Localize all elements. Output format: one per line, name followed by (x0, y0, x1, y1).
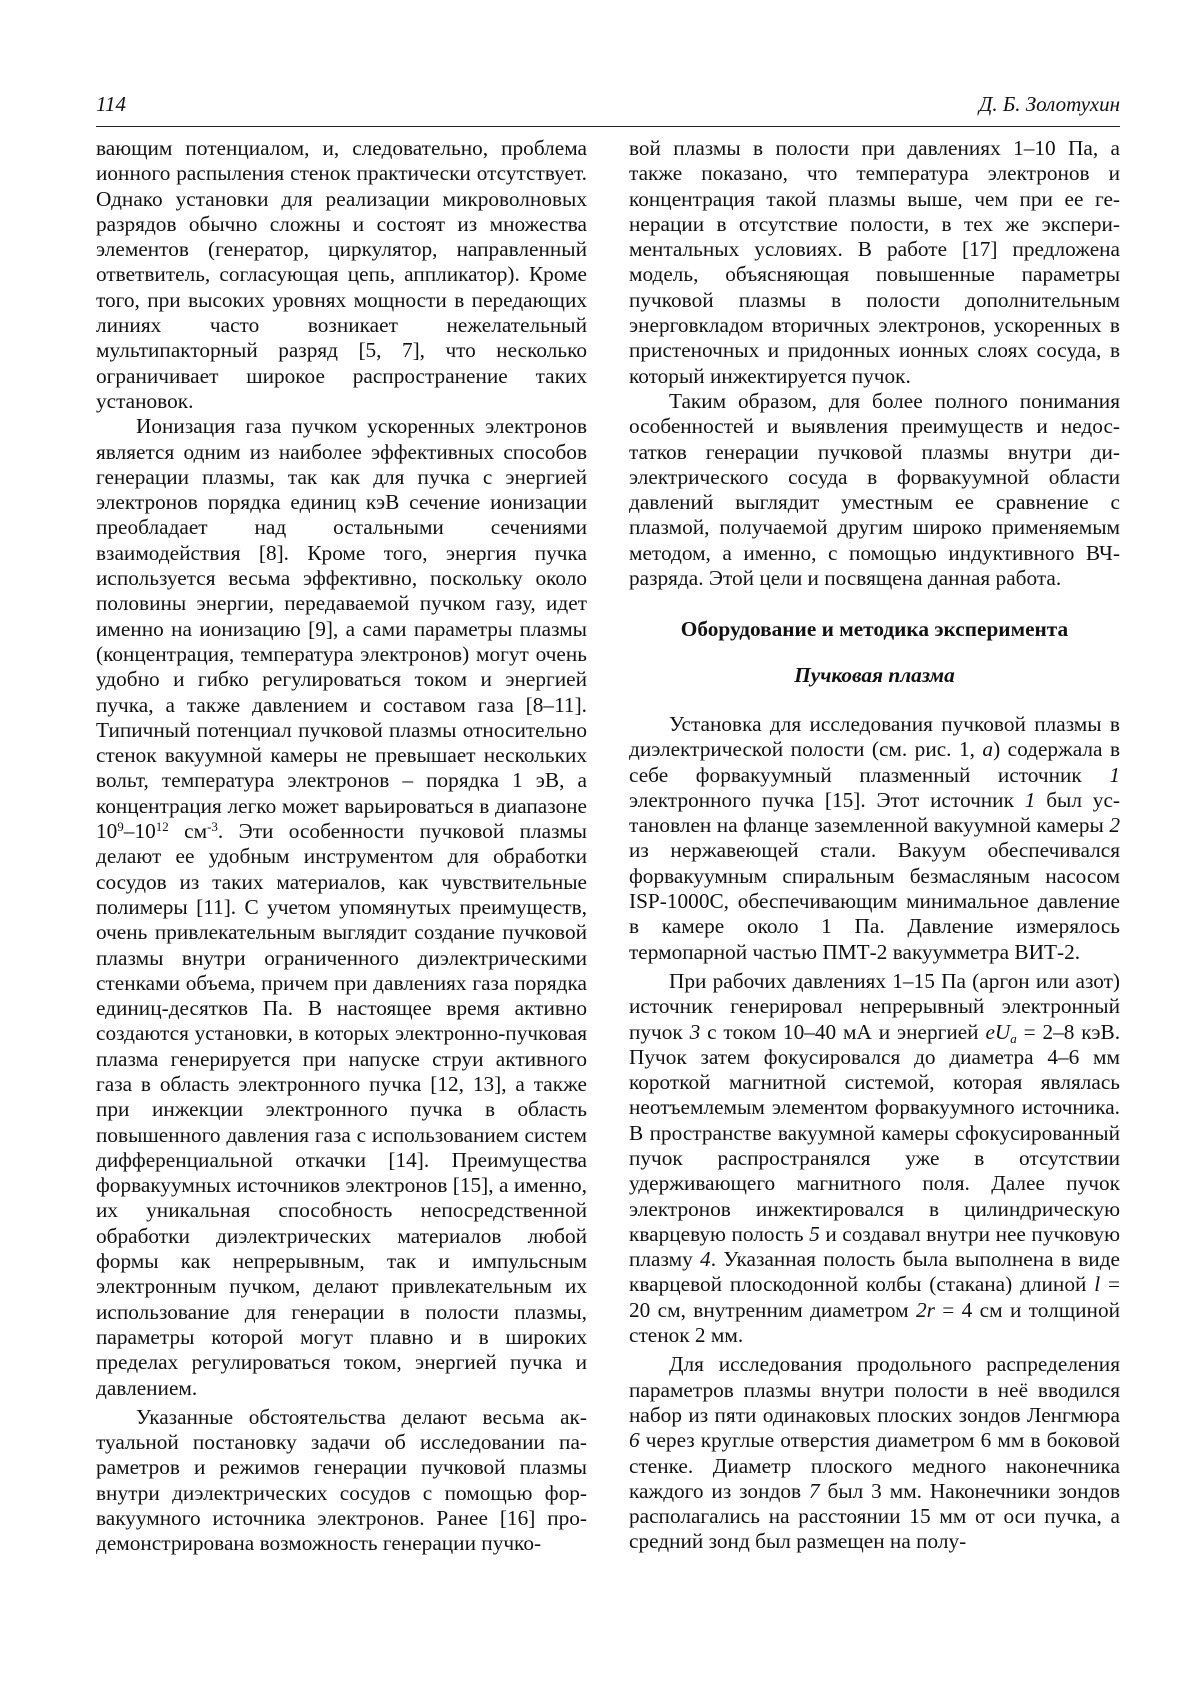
paragraph-text: и создавал внутри нее пучковую плазму (629, 1221, 1120, 1272)
paragraph-text: был 3 мм. Наконечники зондов располагались на расстоянии 15 мм от оси пучка, а средний зонд был размещен на полу- (629, 1478, 1121, 1554)
paragraph-text: с током 10–40 мА и энергией (700, 1019, 986, 1044)
paragraph-text: был установлен на фланце заземленной вакуумной камеры (629, 787, 1120, 838)
paragraph-text: электронного пучка [15]. Этот источник (629, 787, 1025, 812)
paragraph (629, 969, 1120, 1348)
figure-ref: 2 (1109, 813, 1120, 838)
math-variable: l (1094, 1272, 1101, 1297)
math-variable: eU (985, 1019, 1011, 1044)
subsection-heading: Пучковая плазма (794, 662, 955, 687)
paragraph-text: –10 (123, 819, 156, 844)
running-header (96, 92, 1120, 122)
paragraph-text: Указанные обстоятельства делают весьма актуальной постановку задачи об исследовании параметров и режимов генерации пучковой плазмы внутри диэлектрических сосудов с помощью форвакуумного источника электронов. Ранее [16] продемонстрирована возможность генерации пучко- (96, 1404, 587, 1556)
math-subscript: a (1010, 1030, 1017, 1046)
paragraph-text: см (168, 819, 208, 844)
paragraph (96, 1405, 587, 1557)
paragraph (629, 136, 1120, 389)
page-number: 114 (96, 92, 126, 116)
right-column (629, 136, 1120, 1555)
math-variable: 2r (916, 1297, 935, 1322)
paragraph-text: через круглые отверстия диаметром 6 мм в боковой стенке. Диаметр плоского медного наконечника каждого из зондов (629, 1428, 1120, 1503)
paragraph-text: = 4 см и толщиной стенок 2 мм. (629, 1297, 1120, 1348)
running-author: Д. Б. Золотухин (979, 92, 1120, 116)
paragraph (629, 712, 1120, 965)
paragraph (96, 414, 587, 1401)
exponent: 9 (117, 819, 124, 835)
paragraph-text: Для исследования продольного распределения параметров плазмы внутри полости в неё вводился набор из пяти одинаковых плоских зондов Ленгмюра (629, 1352, 1120, 1427)
paragraph-text: При рабочих давлениях 1–15 Па (аргон или азот) источник генерировал непрерывный электронный пучок (629, 968, 1120, 1044)
paragraph-text: = 2–8 кэВ. Пучок затем фокусировался до диаметра 4–6 мм короткой магнитной системой, которая являлась неотъемлемым элементом форвакуумного источника. В пространстве вакуумной камеры сфокусированный пучок распространялся уже в отсутствии удерживающего магнитного поля. Далее пучок электронов инжектировался в цилиндрическую кварцевую полость (629, 1019, 1121, 1246)
paragraph (629, 389, 1120, 591)
figure-label: а (982, 737, 994, 762)
paragraph (629, 1352, 1120, 1554)
figure-ref: 7 (808, 1478, 820, 1503)
section-heading: Оборудование и методика эксперимента (680, 617, 1069, 642)
paragraph-text: из нержавеющей стали. Вакуум обеспечивался форвакуумным спиральным безмасляным насосом ISP-1000C, обеспечивающим минимальное давление в камере около 1 Па. Давление измерялось термопарной частью ПМТ-2 вакуумметра ВИТ-2. (629, 838, 1120, 964)
figure-ref: 4 (700, 1247, 711, 1272)
paragraph-text: Ионизация газа пучком ускоренных электронов является одним из наиболее эффективных способов генерации плазмы, так как для пучка с энергией электронов порядка единиц кэВ сечение ионизации преобладает над остальными сечениями взаимодействия [8]. Кроме того, энергия пучка используется весьма эффективно, поскольку около половины энергии, передаваемой пучком газу, идет именно на ионизацию [9], а сами параметры плазмы (концентрация, температура электронов) могут очень удобно и гибко регулироваться током и энергией пучка, а также давлением и составом газа [8–11]. Типичный потенциал пучковой плазмы относительно стенок вакуумной камеры не превышает нескольких вольт, температура электронов – порядка 1 эВ, а концентрация легко может варьироваться в диапазоне 10 (96, 414, 587, 844)
paragraph (96, 136, 587, 414)
figure-ref: 5 (809, 1221, 820, 1246)
header-rule (96, 126, 1120, 127)
exponent: -3 (207, 819, 218, 835)
paragraph-text: Установка для исследования пучковой плазмы в диэлектрической полости (см. рис. 1, (629, 711, 1120, 762)
exponent: 12 (155, 819, 169, 835)
paragraph-text: Таким образом, для более полного понимания особенностей и выявления преимуществ и недостатков генерации пучковой плазмы внутри диэлектрического сосуда в форвакуумной области давлений выглядит уместным ее сравнение с плазмой, получаемой другим широко применяемым методом, а именно, с помощью индуктивного ВЧ-разряда. Этой цели и посвящена данная работа. (629, 388, 1120, 591)
paragraph-text: ) содержала в себе форвакуумный плазменный источник (629, 737, 1120, 787)
figure-ref: 1 (1109, 762, 1120, 787)
paragraph-text: вой плазмы в полости при давлениях 1–10 Па, а также показано, что температура электронов и концентрация такой плазмы выше, чем при ее генерации в отсутствие полости, в тех же экспериментальных условиях. В работе [17] предложена модель, объясняющая повышенные параметры пучковой плазмы в полости дополнительным энерговкладом вторичных электронов, ускоренных в пристеночных и придонных ионных слоях сосуда, в который инжектируется пучок. (629, 136, 1120, 388)
paragraph-text: = 20 см, внутренним диаметром (629, 1272, 1120, 1322)
figure-ref: 1 (1024, 787, 1036, 812)
paragraph-text: . Указанная полость была выполнена в виде кварцевой плоскодонной колбы (стакана) длиной (629, 1247, 1120, 1297)
figure-ref: 6 (629, 1428, 640, 1453)
left-column (96, 136, 587, 1557)
paragraph-text: . Эти особенности пучковой плазмы делают ее удобным инструментом для обработки сосудов из таких материалов, как чувствительные полимеры [11]. С учетом упомянутых преимуществ, очень привлекательным выглядит создание пучковой плазмы внутри ограниченного диэлектрическими стенками объема, причем при давлениях газа порядка единиц-десятков Па. В настоящее время активно создаются установки, в которых электронно-пучковая плазма генерируется при напуске струи активного газа в область электронного пучка [12, 13], а также при инжекции электронного пучка в область повышенного давления газа с использованием систем дифференциальной откачки [14]. Преимущества форвакуумных источников электронов [15], а именно, их уникальная способность непосредственной обработки диэлектрических материалов любой формы как непрерывным, так и импульсным электронным пучком, делают привлекательным их использование для генерации в полости плазмы, параметры которой могут плавно и в широких пределах регулироваться током, энергией пучка и давлением. (96, 819, 587, 1400)
figure-ref: 3 (689, 1019, 701, 1044)
paragraph-text: вающим потенциалом, и, следовательно, проблема ионного распыления стенок практически отсутствует. Однако установки для реализации микроволновых разрядов обычно сложны и состоят из множества элементов (генератор, циркулятор, направленный ответвитель, согласующая цепь, аппликатор). Кроме того, при высоких уровнях мощности в передающих линиях часто возникает нежелательный мультипакторный разряд [5, 7], что несколько ограничивает широкое распространение таких установок. (96, 136, 587, 413)
